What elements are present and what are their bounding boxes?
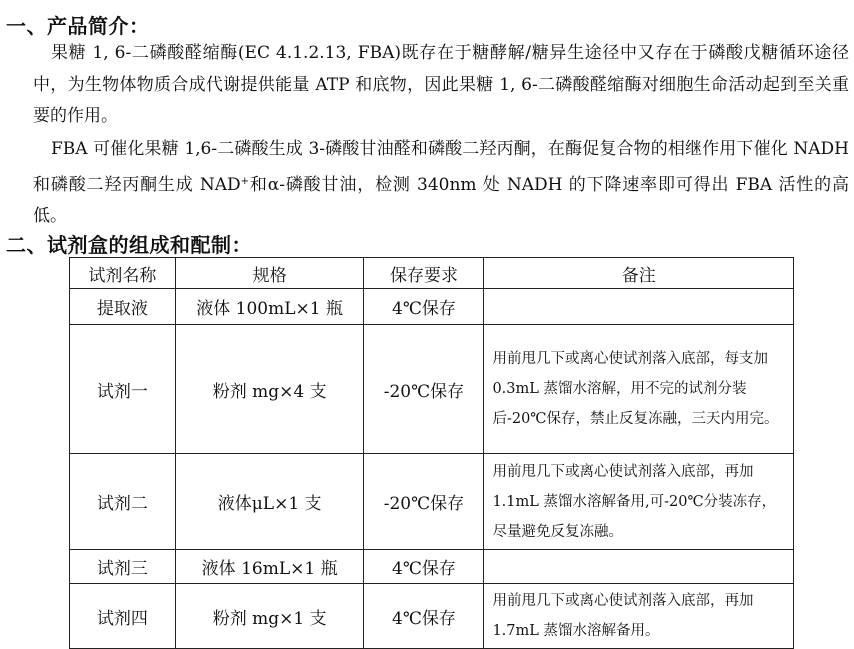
nad-superscript: +	[240, 175, 250, 187]
cell-storage: 4℃保存	[364, 550, 484, 584]
header-note: 备注	[484, 258, 794, 289]
table-row	[70, 454, 794, 550]
header-spec: 规格	[175, 258, 364, 289]
cell-name: 试剂一	[70, 325, 176, 454]
table-header-row	[70, 258, 794, 289]
reagent-table	[69, 257, 794, 649]
cell-note: 用前甩几下或离心使试剂落入底部，再加 1.7mL 蒸馏水溶解备用。	[484, 584, 794, 649]
section-heading-kit: 二、试剂盒的组成和配制：	[6, 233, 252, 257]
cell-spec: 粉剂 mg×4 支	[175, 325, 364, 454]
cell-storage: 4℃保存	[364, 584, 484, 649]
header-storage: 保存要求	[364, 258, 484, 289]
table-row	[70, 289, 794, 325]
cell-note	[484, 550, 794, 584]
cell-name: 试剂二	[70, 454, 176, 550]
cell-name: 提取液	[70, 289, 176, 325]
cell-spec: 液体μL×1 支	[175, 454, 364, 550]
para2-text-b: 和α-磷酸甘油，检测 340nm 处 NADH 的下降速率即可得出 FBA 活性的高低。	[33, 174, 849, 226]
cell-spec: 液体 100mL×1 瓶	[175, 289, 364, 325]
intro-paragraph-1: 果糖 1, 6-二磷酸醛缩酶(EC 4.1.2.13, FBA)既存在于糖酵解/糖异生途径中又存在于磷酸戊糖循环途径中，为生物体物质合成代谢提供能量 ATP 和底物，因此果糖 1, 6-二磷酸醛缩酶对细胞生命活动起到至关重要的作用。	[33, 43, 849, 126]
cell-name: 试剂四	[70, 584, 176, 649]
header-reagent-name: 试剂名称	[70, 258, 176, 289]
cell-spec: 粉剂 mg×1 支	[175, 584, 364, 649]
table-row	[70, 584, 794, 649]
section-heading-intro: 一、产品简介：	[6, 14, 150, 38]
para2-text-a: FBA 可催化果糖 1,6-二磷酸生成 3-磷酸甘油醛和磷酸二羟丙酮，在酶促复合物的相继作用下催化 NADH 和磷酸二羟丙酮生成 NAD	[33, 139, 849, 195]
cell-note: 用前甩几下或离心使试剂落入底部，每支加 0.3mL 蒸馏水溶解，用不完的试剂分装后-20℃保存，禁止反复冻融，三天内用完。	[484, 325, 794, 454]
cell-storage: -20℃保存	[364, 454, 484, 550]
cell-note: 用前甩几下或离心使试剂落入底部，再加 1.1mL 蒸馏水溶解备用,可-20℃分装冻存，尽量避免反复冻融。	[484, 454, 794, 550]
cell-note	[484, 289, 794, 325]
cell-storage: -20℃保存	[364, 325, 484, 454]
table-row	[70, 325, 794, 454]
cell-storage: 4℃保存	[364, 289, 484, 325]
table-row	[70, 550, 794, 584]
cell-spec: 液体 16mL×1 瓶	[175, 550, 364, 584]
intro-paragraph-2	[33, 134, 849, 233]
cell-name: 试剂三	[70, 550, 176, 584]
